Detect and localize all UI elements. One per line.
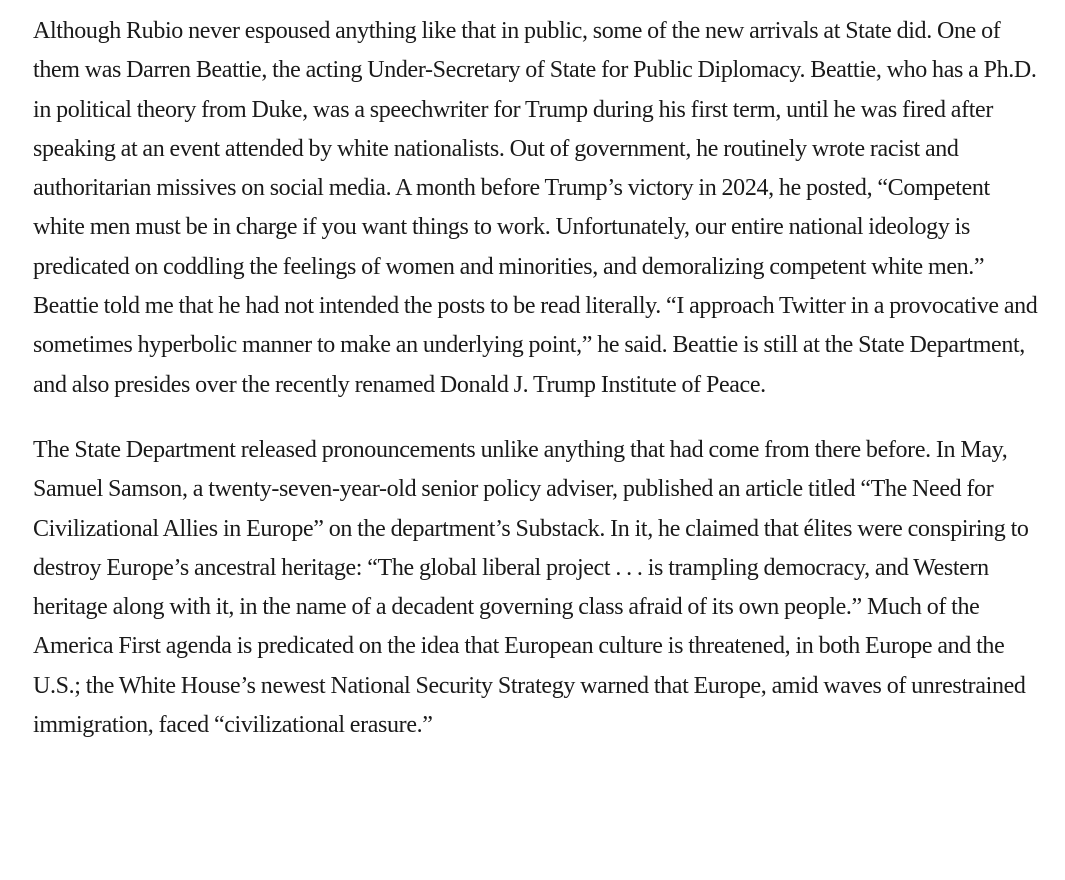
paragraph-beattie: Although Rubio never espoused anything like that in public, some of the new arrivals at State did. One of them was Darren Beattie, the acting Under-Secretary of State for Public Diplomacy. Beattie, who has a Ph.D. in political theory from Duke, was a speechwriter for Trump during his first term, until he was fired after speaking at an event attended by white nationalists. Out of government, he routinely wrote racist and authoritarian missives on social media. A month before Trump’s victory in 2024, he posted, “Competent white men must be in charge if you want things to work. Unfortunately, our entire national ideology is predicated on coddling the feelings of women and minorities, and demoralizing competent white men.” Beattie told me that he had not intended the posts to be read literally. “I approach Twitter in a provocative and sometimes hyperbolic manner to make an underlying point,” he said. Beattie is still at the State Department, and also presides over the recently renamed Donald J. Trump Institute of Peace. xyxy=(33,18,1038,398)
article-body xyxy=(33,12,1043,771)
paragraph-state-department: The State Department released pronouncements unlike anything that had come from there before. In May, Samuel Samson, a twenty-seven-year-old senior policy adviser, published an article titled “The Need for Civilizational Allies in Europe” on the department’s Substack. In it, he claimed that élites were conspiring to destroy Europe’s ancestral heritage: “The global liberal project . . . is trampling democracy, and Western heritage along with it, in the name of a decadent governing class afraid of its own people.” Much of the America First agenda is predicated on the idea that European culture is threatened, in both Europe and the U.S.; the White House’s newest National Security Strategy warned that Europe, amid waves of unrestrained immigration, faced “civilizational erasure.” xyxy=(33,436,1029,739)
